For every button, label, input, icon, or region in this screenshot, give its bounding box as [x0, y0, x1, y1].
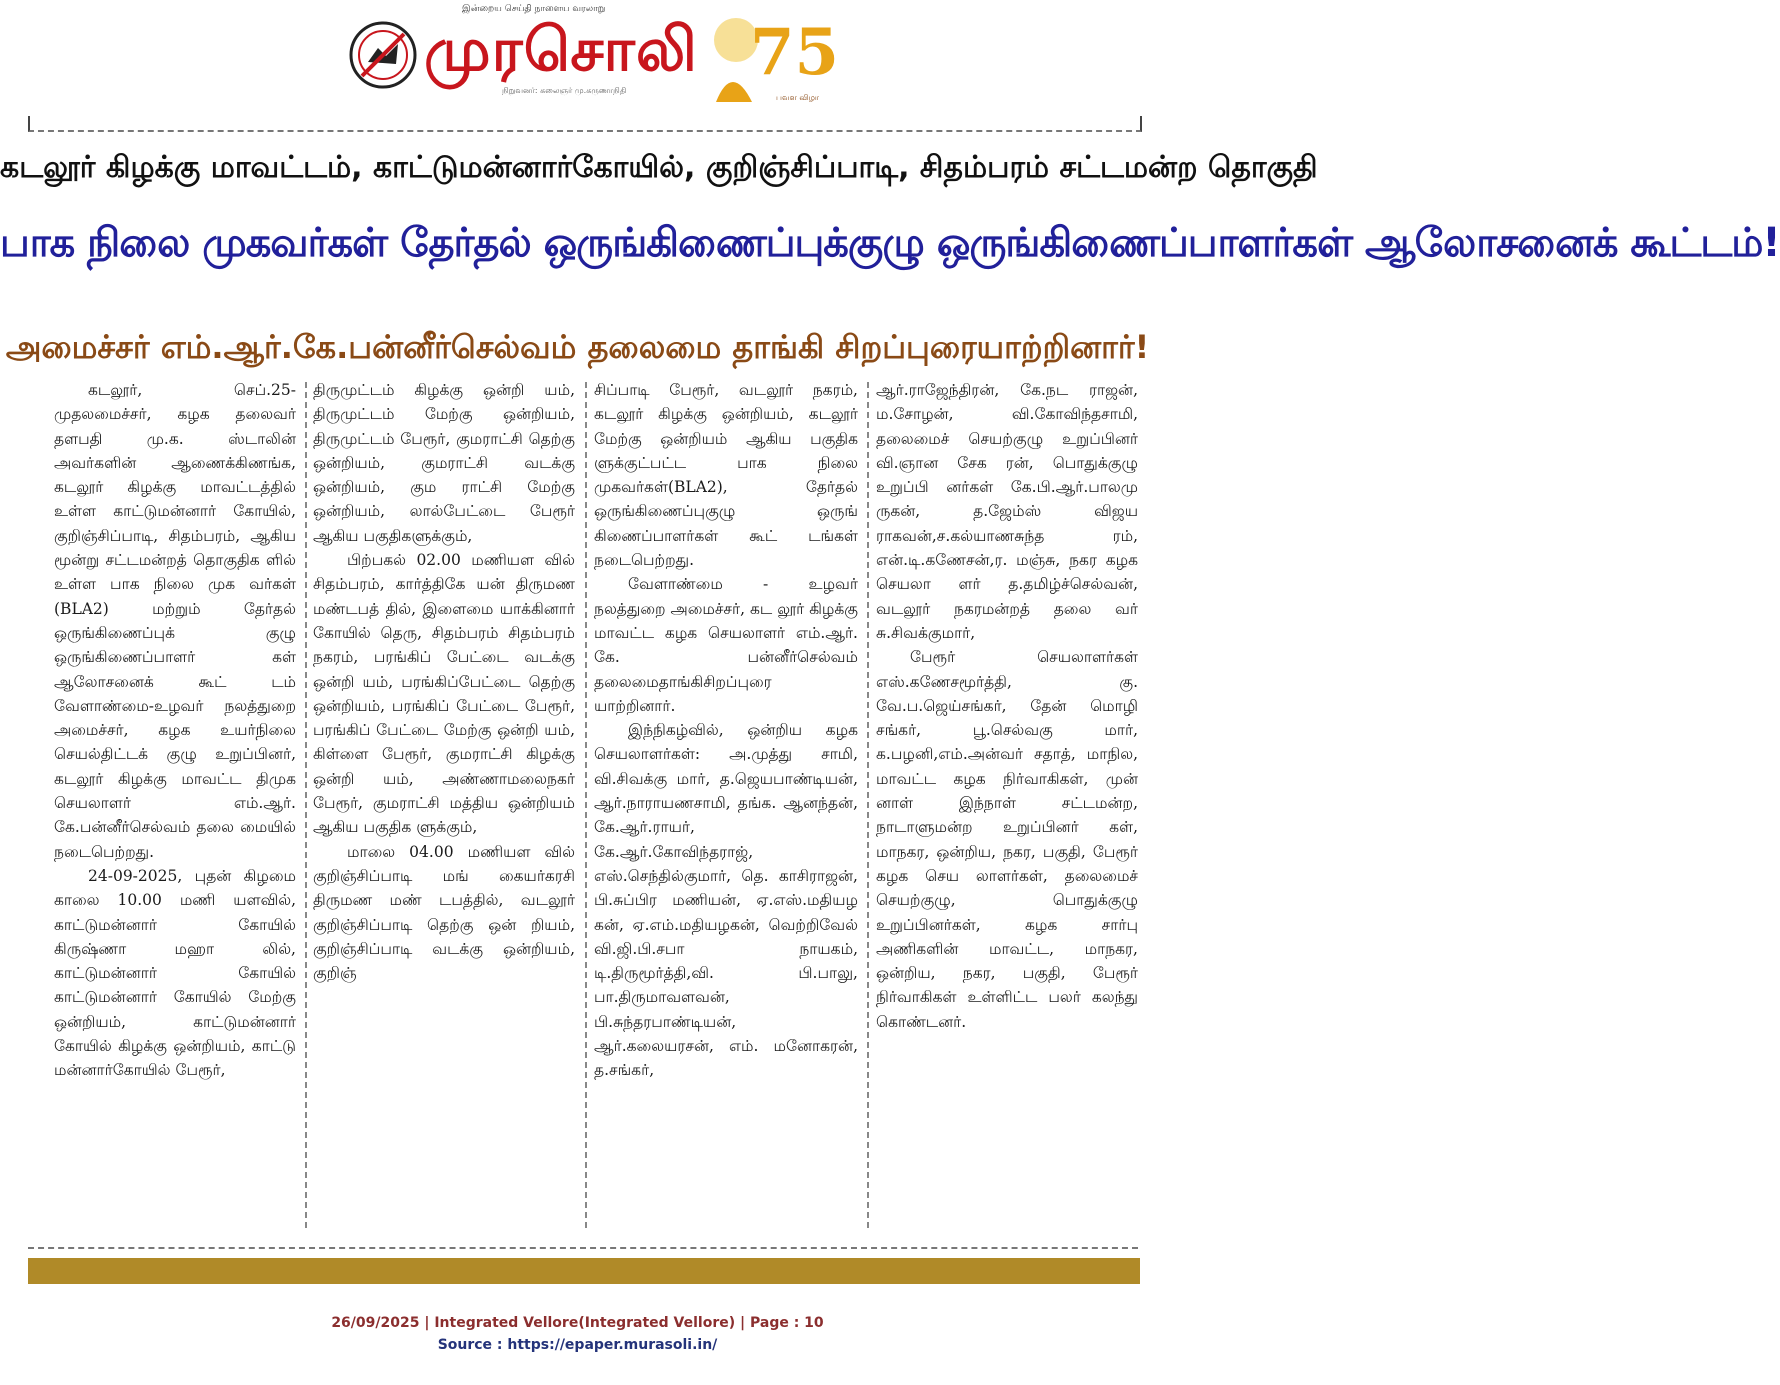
- anniversary-label: பவள விழா: [776, 93, 820, 102]
- article-paragraph: பிற்பகல் 02.00 மணியள வில் சிதம்பரம், கார்த்திகே யன் திருமண மண்டபத் தில், இளைமை யாக்கினார் கோயில் தெரு, சிதம்பரம் சிதம்பரம் நகரம், பரங்கிப் பேட்டை வடக்கு ஒன்றி யம், பரங்கிப்பேட்டை தெற்கு ஒன்றியம், பரங்கிப் பேட்டை பேரூர், பரங்கிப் பேட்டை மேற்கு ஒன்றி யம், கிள்ளை பேரூர், குமராட்சி கிழக்கு ஒன்றி யம், அண்ணாமலைநகர் பேரூர், குமராட்சி மத்திய ஒன்றியம் ஆகிய பகுதிக ளுக்கும்,: [313, 551, 575, 837]
- article-paragraph: திருமுட்டம் கிழக்கு ஒன்றி யம், திருமுட்டம் மேற்கு ஒன்றியம், திருமுட்டம் பேரூர், குமராட்சி தெற்கு ஒன்றியம், குமராட்சி வடக்கு ஒன்றியம், கும ராட்சி மேற்கு ஒன்றியம், லால்பேட்டை பேரூர் ஆகிய பகுதிகளுக்கும்,: [313, 381, 575, 545]
- frame-top-border: [28, 116, 1142, 132]
- article-paragraph: மாலை 04.00 மணியள வில் குறிஞ்சிப்பாடி மங் கையர்கரசி திருமண மண் டபத்தில், வடலூர் குறிஞ்சிப்பாடி தெற்கு ஒன் றியம், குறிஞ்சிப்பாடி வடக்கு ஒன்றியம், குறிஞ்: [313, 842, 575, 983]
- footer-gold-bar: [28, 1258, 1140, 1284]
- column-divider: [305, 382, 307, 1228]
- article-paragraph: வேளாண்மை - உழவர் நலத்துறை அமைச்சர், கட லூர் கிழக்கு மாவட்ட கழக செயலாளர் எம்.ஆர். கே. பன்னீர்செல்வம் தலைமைதாங்கிசிறப்புரை யாற்றினார்.: [594, 575, 858, 715]
- article-paragraph: கடலூர், செப்.25- முதலமைச்சர், கழக தலைவர் தளபதி மு.க. ஸ்டாலின் அவர்களின் ஆணைக்கிணங்க, கடலூர் கிழக்கு மாவட்டத்தில் உள்ள காட்டுமன்னார் கோயில், குறிஞ்சிப்பாடி, சிதம்பரம், ஆகிய மூன்று சட்டமன்றத் தொகுதிக ளில் உள்ள பாக நிலை முக வர்கள் (BLA2) மற்றும் தேர்தல் ஒருங்கிணைப்புக் குழு ஒருங்கிணைப்பாளர் கள் ஆலோசனைக் கூட் டம் வேளாண்மை-உழவர் நலத்துறை அமைச்சர், கழக உயர்நிலை செயல்திட்டக் குழு உறுப்பினர், கடலூர் கிழக்கு மாவட்ட திமுக செயலாளர் எம்.ஆர். கே.பன்னீர்செல்வம் தலை மையில் நடைபெற்றது.: [54, 381, 296, 861]
- footer-edition-info: 26/09/2025 | Integrated Vellore(Integrated Vellore) | Page : 10: [331, 1315, 824, 1331]
- column-divider: [585, 382, 587, 1228]
- page-footer: [0, 1312, 1155, 1356]
- article-paragraph: பேரூர் செயலாளர்கள் எஸ்.கணேசமூர்த்தி, கு. வே.ப.ஜெய்சங்கர், தேன் மொழி சங்கர், பூ.செல்வகு மார், க.பழனி,எம்.அன்வர் சதாத், மாநில, மாவட்ட கழக நிர்வாகிகள், முன் னாள் இந்நாள் சட்டமன்ற, நாடாளுமன்ற உறுப்பினர் கள், மாநகர, ஒன்றிய, நகர, பகுதி, பேரூர் கழக செய லாளர்கள், தலைமைச் செயற்குழு, பொதுக்குழு உறுப்பினர்கள், கழக சார்பு அணிகளின் மாவட்ட, மாநகர, ஒன்றிய, நகர, பகுதி, பேரூர் நிர்வாகிகள் உள்ளிட்ட பலர் கலந்து கொண்டனர்.: [876, 648, 1138, 1031]
- column-divider: [867, 382, 869, 1228]
- frame-bottom-border: [28, 1247, 1138, 1249]
- masthead: [0, 0, 1155, 112]
- article-paragraph: இந்நிகழ்வில், ஒன்றிய கழக செயலாளர்கள்: அ.முத்து சாமி, வி.சிவக்கு மார், த.ஜெயபாண்டியன், ஆர்.நாராயணசாமி, தங்க. ஆனந்தன், கே.ஆர்.ராயர், கே.ஆர்.கோவிந்தராஜ், எஸ்.செந்தில்குமார், தெ. காசிராஜன், பி.சுப்பிர மணியன், ஏ.எஸ்.மதியழ கன், ஏ.எம்.மதியழகன், வெற்றிவேல் வி.ஜி.பி.சபா நாயகம், டி.திருமூர்த்தி,வி. பி.பாலு, பா.திருமாவளவன், பி.சுந்தரபாண்டியன், ஆர்.கலையரசன், எம். மனோகரன், த.சங்கர்,: [594, 721, 858, 1080]
- masthead-tagline: இன்றைய செய்தி நாளைய வரலாறு: [462, 4, 606, 14]
- anniversary-number: 75: [750, 15, 840, 90]
- article-paragraph: ஆர்.ராஜேந்திரன், கே.நட ராஜன், ம.சோழன், வி.கோவிந்தசாமி, தலைமைச் செயற்குழு உறுப்பினர் வி.ஞான சேக ரன், பொதுக்குழு உறுப்பி னர்கள் கே.பி.ஆர்.பாலமு ருகன், த.ஜேம்ஸ் விஜய ராகவன்,ச.கல்யாணசுந்த ரம், என்.டி.கணேசன்,ர. மஞ்சு, நகர கழக செயலா ளர் த.தமிழ்ச்செல்வன், வடலூர் நகரமன்றத் தலை வர் சு.சிவக்குமார்,: [876, 381, 1138, 642]
- article-paragraph: 24-09-2025, புதன் கிழமை காலை 10.00 மணி யளவில், காட்டுமன்னார் கோயில் கிருஷ்ணா மஹா லில், காட்டுமன்னார் கோயில் காட்டுமன்னார் கோயில் மேற்கு ஒன்றியம், காட்டுமன்னார் கோயில் கிழக்கு ஒன்றியம், காட்டு மன்னார்கோயில் பேரூர்,: [54, 866, 296, 1080]
- footer-source-link[interactable]: Source : https://epaper.murasoli.in/: [437, 1337, 718, 1353]
- article-column-4: [876, 378, 1138, 1034]
- party-emblem-icon: [348, 20, 418, 90]
- article-column-3: [594, 378, 858, 1083]
- article-column-1: [54, 378, 296, 1083]
- article-column-2: [313, 378, 575, 985]
- masthead-founder: நிறுவனர்: கலைஞர் மு.கருணாநிதி: [502, 86, 627, 95]
- anniversary-badge-icon: [702, 2, 840, 112]
- main-headline: பாக நிலை முகவர்கள் தேர்தல் ஒருங்கிணைப்புக்குழு ஒருங்கிணைப்பாளர்கள் ஆலோசனைக் கூட்டம்!: [0, 220, 1780, 266]
- region-headline: கடலூர் கிழக்கு மாவட்டம், காட்டுமன்னார்கோயில், குறிஞ்சிப்பாடி, சிதம்பரம் சட்டமன்ற தொகுதி: [0, 150, 1318, 185]
- article-paragraph: சிப்பாடி பேரூர், வடலூர் நகரம், கடலூர் கிழக்கு ஒன்றியம், கடலூர் மேற்கு ஒன்றியம் ஆகிய பகுதிக ளுக்குட்பட்ட பாக நிலை முகவர்கள்(BLA2), தேர்தல் ஒருங்கிணைப்புகுழு ஒருங் கிணைப்பாளர்கள் கூட் டங்கள் நடைபெற்றது.: [594, 381, 858, 570]
- sub-headline: அமைச்சர் எம்.ஆர்.கே.பன்னீர்செல்வம் தலைமை தாங்கி சிறப்புரையாற்றினார்!: [5, 328, 1150, 366]
- masthead-logo: முரசொலி: [424, 15, 698, 85]
